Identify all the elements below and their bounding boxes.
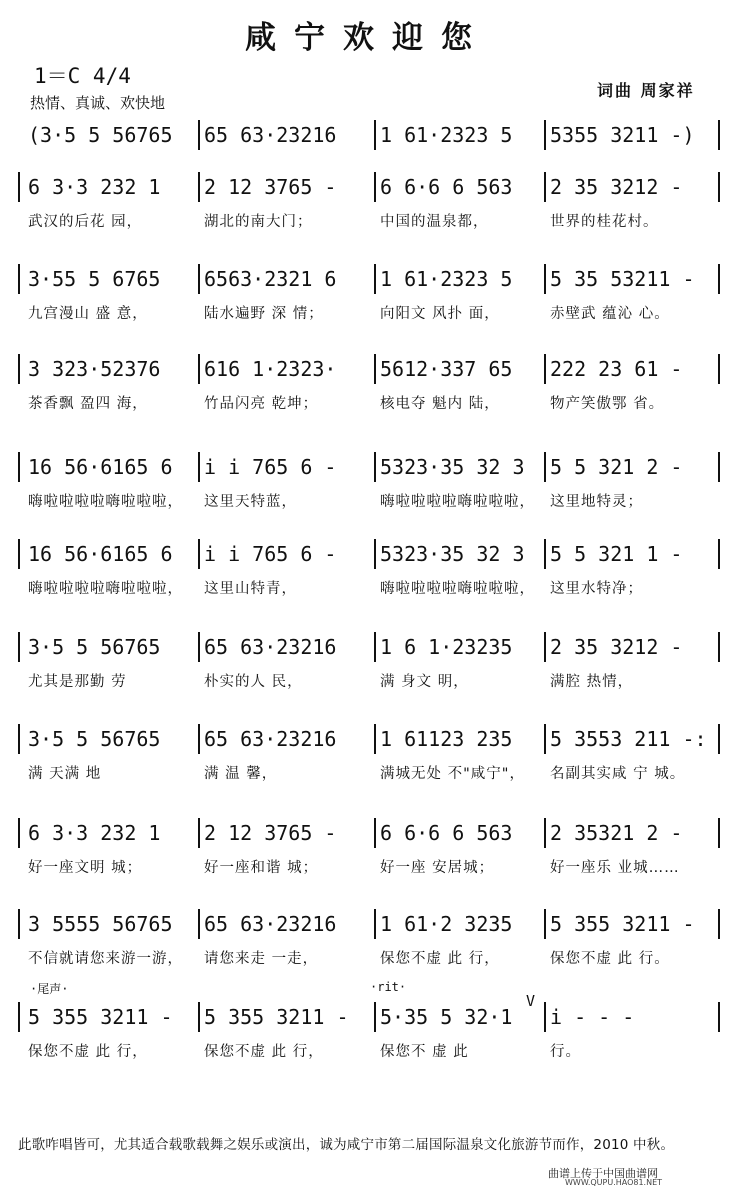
- lyric-line: 好一座文明 城；: [28, 860, 143, 876]
- barline: [198, 539, 200, 569]
- lyric-line: 这里水特净；: [550, 581, 643, 597]
- measure: [28, 450, 198, 484]
- lyric-line: 名副其实咸 宁 城。: [550, 766, 686, 782]
- measure-notes: 5·35 5 32·1: [380, 1005, 513, 1029]
- measure-notes: 1 61·2323 5: [380, 123, 513, 147]
- measure: [380, 1000, 544, 1034]
- barline: [374, 909, 376, 939]
- lyric-line: 保您不虚 此 行，: [380, 951, 500, 967]
- measure: [550, 722, 720, 756]
- barline: [18, 172, 20, 202]
- lyric-line: 核电夺 魁内 陆，: [380, 396, 500, 412]
- measure: [550, 352, 720, 386]
- score-system: [18, 907, 718, 977]
- lyric-line: 九宫漫山 盛 意，: [28, 306, 148, 322]
- score-system: [18, 537, 718, 607]
- measure-notes: 2 35321 2 -: [550, 821, 683, 845]
- notation-line: [18, 816, 718, 850]
- barline: [544, 120, 546, 150]
- measure-notes: 5 5 321 1 -: [550, 542, 683, 566]
- measure-notes: 2 12 3765 -: [204, 175, 337, 199]
- measure-notes: 2 35 3212 -: [550, 635, 683, 659]
- measure-notes: 5 355 3211 -: [204, 1005, 349, 1029]
- measure: [380, 118, 544, 152]
- lyric-line: 武汉的后花 园，: [28, 214, 143, 230]
- measure: [550, 630, 720, 664]
- lyric-line: 保您不 虚 此: [380, 1044, 469, 1060]
- measure-notes: 5323·35 32 3: [380, 455, 525, 479]
- measure: [204, 262, 374, 296]
- measure: [380, 170, 544, 204]
- lyric-line: 请您来走 一走，: [204, 951, 319, 967]
- lyric-line: 向阳文 风扑 面，: [380, 306, 500, 322]
- measure-notes: 1 61123 235: [380, 727, 513, 751]
- barline: [544, 172, 546, 202]
- score-system: [18, 816, 718, 886]
- measure: [28, 722, 198, 756]
- barline: [18, 354, 20, 384]
- lyric-line: 嗨啦啦啦啦嗨啦啦啦，: [380, 494, 535, 510]
- barline: [198, 909, 200, 939]
- score-system: [18, 722, 718, 792]
- notation-line: [18, 262, 718, 296]
- lyric-line: 嗨啦啦啦啦嗨啦啦啦，: [28, 494, 183, 510]
- notation-line: [18, 1000, 718, 1034]
- footer-note: 此歌咋唱皆可，尤其适合载歌载舞之娱乐或演出，诚为咸宁市第二届国际温泉文化旅游节而作，2010 中秋。: [18, 1137, 675, 1153]
- barline: [198, 632, 200, 662]
- measure: [204, 537, 374, 571]
- lyric-line: 这里地特灵；: [550, 494, 643, 510]
- measure: [204, 907, 374, 941]
- lyric-line: 好一座 安居城；: [380, 860, 495, 876]
- lyric-line: 满 天满 地: [28, 766, 102, 782]
- barline: [374, 818, 376, 848]
- watermark: 曲谱上传于中国曲谱网: [548, 1167, 658, 1180]
- measure: [380, 262, 544, 296]
- barline: [198, 818, 200, 848]
- key-signature: 1＝C 4/4: [34, 64, 131, 88]
- notation-line: [18, 450, 718, 484]
- lyric-line: 满 温 馨，: [204, 766, 278, 782]
- measure: [550, 262, 720, 296]
- score-system: [18, 262, 718, 332]
- measure-notes: 222 23 61 -: [550, 357, 683, 381]
- measure: [204, 816, 374, 850]
- notation-line: [18, 118, 718, 152]
- measure: [380, 537, 544, 571]
- barline: [374, 452, 376, 482]
- barline: [198, 120, 200, 150]
- measure-notes: 1 6 1·23235: [380, 635, 513, 659]
- barline: [374, 264, 376, 294]
- measure-notes: 6 3·3 232 1: [28, 821, 161, 845]
- barline: [374, 120, 376, 150]
- lyric-line: 物产笑傲鄂 省。: [550, 396, 665, 412]
- measure: [204, 1000, 374, 1034]
- measure: [204, 118, 374, 152]
- measure: [204, 630, 374, 664]
- notation-line: [18, 170, 718, 204]
- barline: [198, 452, 200, 482]
- measure: [204, 170, 374, 204]
- lyric-line: 保您不虚 此 行。: [550, 951, 670, 967]
- measure-notes: 5 5 321 2 -: [550, 455, 683, 479]
- measure: [28, 352, 198, 386]
- measure-notes: 16 56·6165 6: [28, 455, 173, 479]
- measure: [380, 816, 544, 850]
- lyric-line: 世界的桂花村。: [550, 214, 659, 230]
- measure-notes: 2 35 3212 -: [550, 175, 683, 199]
- measure: [28, 630, 198, 664]
- measure: [550, 537, 720, 571]
- breath-mark: V: [526, 992, 536, 1010]
- score-system: [18, 352, 718, 422]
- barline: [18, 539, 20, 569]
- barline: [374, 172, 376, 202]
- measure-notes: 65 63·23216: [204, 727, 337, 751]
- barline: [18, 452, 20, 482]
- lyric-line: 满城无处 不"咸宁"，: [380, 766, 525, 782]
- barline: [374, 354, 376, 384]
- measure: [28, 262, 198, 296]
- measure: [380, 352, 544, 386]
- measure-notes: 1 61·2 3235: [380, 912, 513, 936]
- lyric-line: 好一座乐 业城……: [550, 860, 680, 876]
- song-title: 咸宁欢迎您: [245, 20, 490, 56]
- barline: [374, 1002, 376, 1032]
- measure-notes: 3·5 5 56765: [28, 635, 161, 659]
- lyric-line: 好一座和谐 城；: [204, 860, 319, 876]
- author-credit: 词曲 周家祥: [597, 81, 695, 100]
- measure-notes: 16 56·6165 6: [28, 542, 173, 566]
- measure-notes: 1 61·2323 5: [380, 267, 513, 291]
- barline: [198, 264, 200, 294]
- measure-notes: 65 63·23216: [204, 912, 337, 936]
- lyric-line: 陆水遍野 深 情；: [204, 306, 324, 322]
- lyric-line: 朴实的人 民，: [204, 674, 303, 690]
- measure-notes: 3·5 5 56765: [28, 727, 161, 751]
- barline: [198, 724, 200, 754]
- barline: [18, 909, 20, 939]
- measure-notes: i i 765 6 -: [204, 455, 337, 479]
- measure: [28, 907, 198, 941]
- barline: [18, 632, 20, 662]
- measure: [550, 907, 720, 941]
- barline: [544, 539, 546, 569]
- lyric-line: 满 身文 明，: [380, 674, 469, 690]
- measure-notes: 3 5555 56765: [28, 912, 173, 936]
- measure-notes: 6563·2321 6: [204, 267, 337, 291]
- measure-notes: 6 6·6 6 563: [380, 175, 513, 199]
- measure-notes: 5355 3211 -): [550, 123, 695, 147]
- measure: [380, 450, 544, 484]
- watermark-url: WWW.QUPU.HAO81.NET: [565, 1178, 663, 1187]
- barline: [18, 264, 20, 294]
- lyric-line: 不信就请您来游一游，: [28, 951, 183, 967]
- measure-notes: 5612·337 65: [380, 357, 513, 381]
- lyric-line: 湖北的南大门；: [204, 214, 313, 230]
- measure: [380, 722, 544, 756]
- score-system: [18, 170, 718, 240]
- measure: [550, 170, 720, 204]
- barline: [544, 632, 546, 662]
- measure-notes: 6 6·6 6 563: [380, 821, 513, 845]
- measure-notes: 6 3·3 232 1: [28, 175, 161, 199]
- barline: [18, 818, 20, 848]
- lyric-line: 嗨啦啦啦啦嗨啦啦啦，: [380, 581, 535, 597]
- barline: [544, 264, 546, 294]
- barline: [374, 539, 376, 569]
- measure-notes: 3·55 5 6765: [28, 267, 161, 291]
- barline: [374, 724, 376, 754]
- barline: [18, 1002, 20, 1032]
- lyric-line: 中国的温泉都，: [380, 214, 489, 230]
- measure: [204, 352, 374, 386]
- notation-line: [18, 630, 718, 664]
- barline: [544, 1002, 546, 1032]
- lyric-line: 茶香飘 盈四 海，: [28, 396, 148, 412]
- measure: [380, 907, 544, 941]
- lyric-line: 保您不虚 此 行，: [28, 1044, 148, 1060]
- barline: [198, 354, 200, 384]
- lyric-line: 这里山特青，: [204, 581, 297, 597]
- lyric-line: 嗨啦啦啦啦嗨啦啦啦，: [28, 581, 183, 597]
- barline: [544, 724, 546, 754]
- barline: [198, 172, 200, 202]
- measure-notes: 5 355 3211 -: [550, 912, 695, 936]
- barline: [198, 1002, 200, 1032]
- notation-line: [18, 352, 718, 386]
- measure: [550, 816, 720, 850]
- mood-marking: 热情、真诚、欢快地: [30, 94, 166, 112]
- measure-notes: 65 63·23216: [204, 123, 337, 147]
- measure: [550, 1000, 720, 1034]
- measure: [550, 450, 720, 484]
- score-system: [18, 450, 718, 520]
- measure-notes: 616 1·2323·: [204, 357, 337, 381]
- measure-notes: 65 63·23216: [204, 635, 337, 659]
- measure-notes: (3·5 5 56765: [28, 123, 173, 147]
- measure: [550, 118, 720, 152]
- lyric-line: 这里天特蓝，: [204, 494, 297, 510]
- measure-notes: i i 765 6 -: [204, 542, 337, 566]
- measure: [28, 118, 198, 152]
- coda-marking: ·尾声·: [30, 982, 69, 996]
- notation-line: [18, 537, 718, 571]
- barline: [544, 909, 546, 939]
- lyric-line: 竹品闪亮 乾坤；: [204, 396, 319, 412]
- barline: [374, 632, 376, 662]
- barline: [544, 452, 546, 482]
- notation-line: [18, 722, 718, 756]
- measure-notes: 3 323·52376: [28, 357, 161, 381]
- measure: [28, 170, 198, 204]
- measure: [204, 722, 374, 756]
- lyric-line: 赤壁武 蕴沁 心。: [550, 306, 670, 322]
- lyric-line: 尤其是那勤 劳: [28, 674, 127, 690]
- measure-notes: 5 3553 211 -:: [550, 727, 707, 751]
- measure-notes: i - - -: [550, 1005, 635, 1029]
- measure: [204, 450, 374, 484]
- lyric-line: 保您不虚 此 行，: [204, 1044, 324, 1060]
- barline: [544, 354, 546, 384]
- lyric-line: 满腔 热情，: [550, 674, 634, 690]
- barline: [544, 818, 546, 848]
- measure: [380, 630, 544, 664]
- score-system: [18, 980, 718, 1070]
- measure-notes: 5323·35 32 3: [380, 542, 525, 566]
- barline: [18, 724, 20, 754]
- lyric-line: 行。: [550, 1044, 581, 1060]
- ritardando-marking: ·rit·: [370, 980, 407, 994]
- measure: [28, 537, 198, 571]
- measure: [28, 816, 198, 850]
- measure-notes: 2 12 3765 -: [204, 821, 337, 845]
- measure-notes: 5 35 53211 -: [550, 267, 695, 291]
- notation-line: [18, 907, 718, 941]
- score-system: [18, 630, 718, 700]
- measure: [28, 1000, 198, 1034]
- measure-notes: 5 355 3211 -: [28, 1005, 173, 1029]
